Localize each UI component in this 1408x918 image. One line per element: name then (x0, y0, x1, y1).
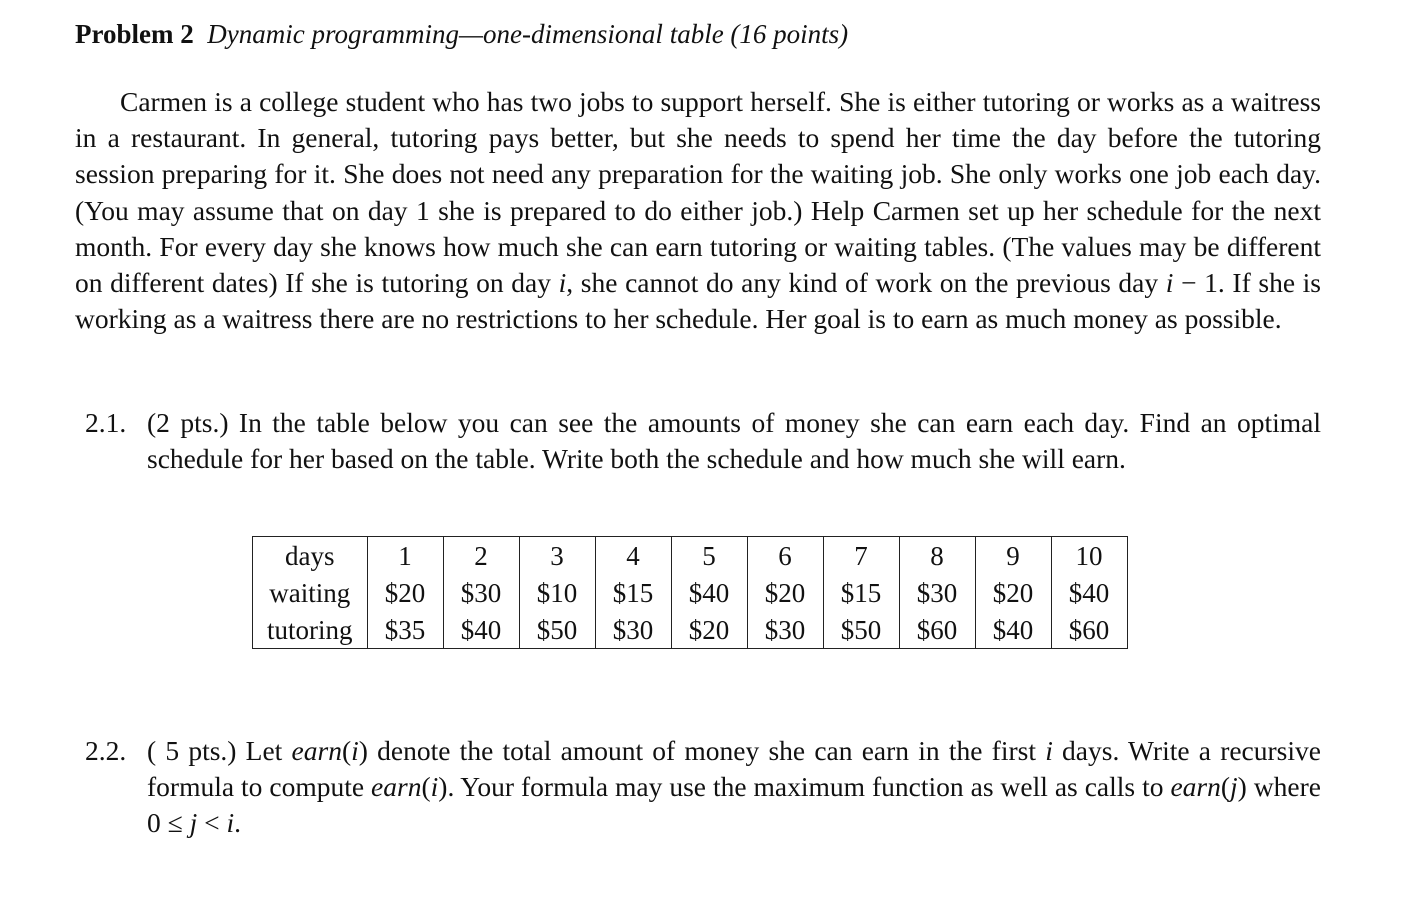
paren: ) (1237, 771, 1247, 803)
table-cell-days: 3 (519, 537, 595, 575)
problem-subtitle: Dynamic programming—one-dimensional table (16 points) (207, 19, 849, 49)
table-cell-waiting: $20 (747, 574, 823, 611)
part-2-2-text (147, 735, 1321, 838)
table-cell-days: 8 (899, 537, 975, 575)
table-cell-tutoring: $30 (747, 611, 823, 649)
table-cell-tutoring: $50 (823, 611, 899, 649)
earnings-table (252, 536, 1128, 649)
paren: ( (421, 771, 431, 803)
table-cell-waiting: $40 (1051, 574, 1127, 611)
var-i: i (351, 735, 359, 766)
problem-title (75, 16, 848, 52)
table-cell-tutoring: $40 (975, 611, 1051, 649)
part-2-1-label: 2.1. (85, 407, 127, 438)
var-j: j (189, 807, 198, 839)
var-i: i (1045, 735, 1053, 766)
text: where 0 ≤ (147, 771, 1321, 839)
part-2-2-label: 2.2. (85, 735, 127, 766)
func-earn: earn (291, 735, 342, 766)
problem-description (75, 84, 1321, 337)
var-i: i (430, 771, 439, 803)
table-cell-days: 2 (443, 537, 519, 575)
part-2-2 (85, 733, 1321, 842)
text: days. Write a recursive formula to compute (147, 735, 1321, 803)
table-cell-tutoring: $60 (899, 611, 975, 649)
table-cell-days: 1 (367, 537, 443, 575)
text: . Your formula may use the maximum function as well as calls to (447, 771, 1171, 803)
intro-text-3: − 1. If she is working as a waitress there are no restrictions to her schedule. Her goal is to earn as much money as possible. (75, 267, 1322, 335)
part-2-1 (85, 405, 1321, 477)
paren: ( (1220, 771, 1231, 803)
table-cell-days: 6 (747, 537, 823, 575)
table-cell-tutoring: $40 (443, 611, 519, 649)
table-cell-days: 9 (975, 537, 1051, 575)
table-cell-days: 7 (823, 537, 899, 575)
table-cell-waiting: $30 (899, 574, 975, 611)
table-cell-tutoring: $30 (595, 611, 671, 649)
table-cell-tutoring: $35 (367, 611, 443, 649)
table-cell-tutoring: $60 (1051, 611, 1127, 649)
text: ( 5 pts.) Let (147, 735, 292, 766)
table-cell-waiting: $20 (367, 574, 443, 611)
row-label-waiting: waiting (253, 574, 368, 611)
var-i-prev: i (1165, 267, 1174, 299)
var-i: i (558, 267, 567, 299)
table-row-tutoring (253, 611, 1128, 649)
paren: ( (341, 735, 352, 766)
func-earn: earn (1170, 771, 1221, 803)
table-cell-tutoring: $20 (671, 611, 747, 649)
paren: ) (358, 735, 368, 766)
text: . (234, 807, 242, 839)
table-cell-days: 4 (595, 537, 671, 575)
intro-text-2: , she cannot do any kind of work on the previous day (566, 267, 1166, 299)
row-label-tutoring: tutoring (253, 611, 368, 649)
table-cell-days: 5 (671, 537, 747, 575)
table-cell-tutoring: $50 (519, 611, 595, 649)
table-cell-waiting: $30 (443, 574, 519, 611)
var-j: j (1230, 771, 1238, 803)
table-cell-waiting: $15 (595, 574, 671, 611)
table-cell-waiting: $40 (671, 574, 747, 611)
text: denote the total amount of money she can earn in the first (367, 735, 1046, 766)
intro-text-1: Carmen is a college student who has two jobs to support herself. She is either tutoring or works as a waitress in a restaurant. In general, tutoring pays better, but she needs to spend her time the day before the tutoring session preparing for it. She does not need any preparation for the waiting job. She only works one job each day. (You may assume that on day 1 she is prepared to do either job.) Help Carmen set up her schedule for the next month. For every day she knows how much she can earn tutoring or waiting tables. (The values may be different on different dates) If she is tutoring on day (75, 86, 1321, 299)
table-cell-waiting: $20 (975, 574, 1051, 611)
text: < (197, 807, 227, 839)
table-cell-waiting: $10 (519, 574, 595, 611)
func-earn: earn (371, 771, 422, 803)
var-i: i (226, 807, 235, 839)
table-row-days (253, 537, 1128, 575)
table-row-waiting (253, 574, 1128, 611)
row-label-days: days (253, 537, 368, 575)
table-cell-days: 10 (1051, 537, 1127, 575)
part-2-1-text: (2 pts.) In the table below you can see the amounts of money she can earn each day. Find an optimal schedule for her based on the table. Write both the schedule and how much she will earn. (147, 407, 1321, 475)
paren: ) (438, 771, 448, 803)
problem-number: Problem 2 (75, 19, 194, 49)
table-cell-waiting: $15 (823, 574, 899, 611)
